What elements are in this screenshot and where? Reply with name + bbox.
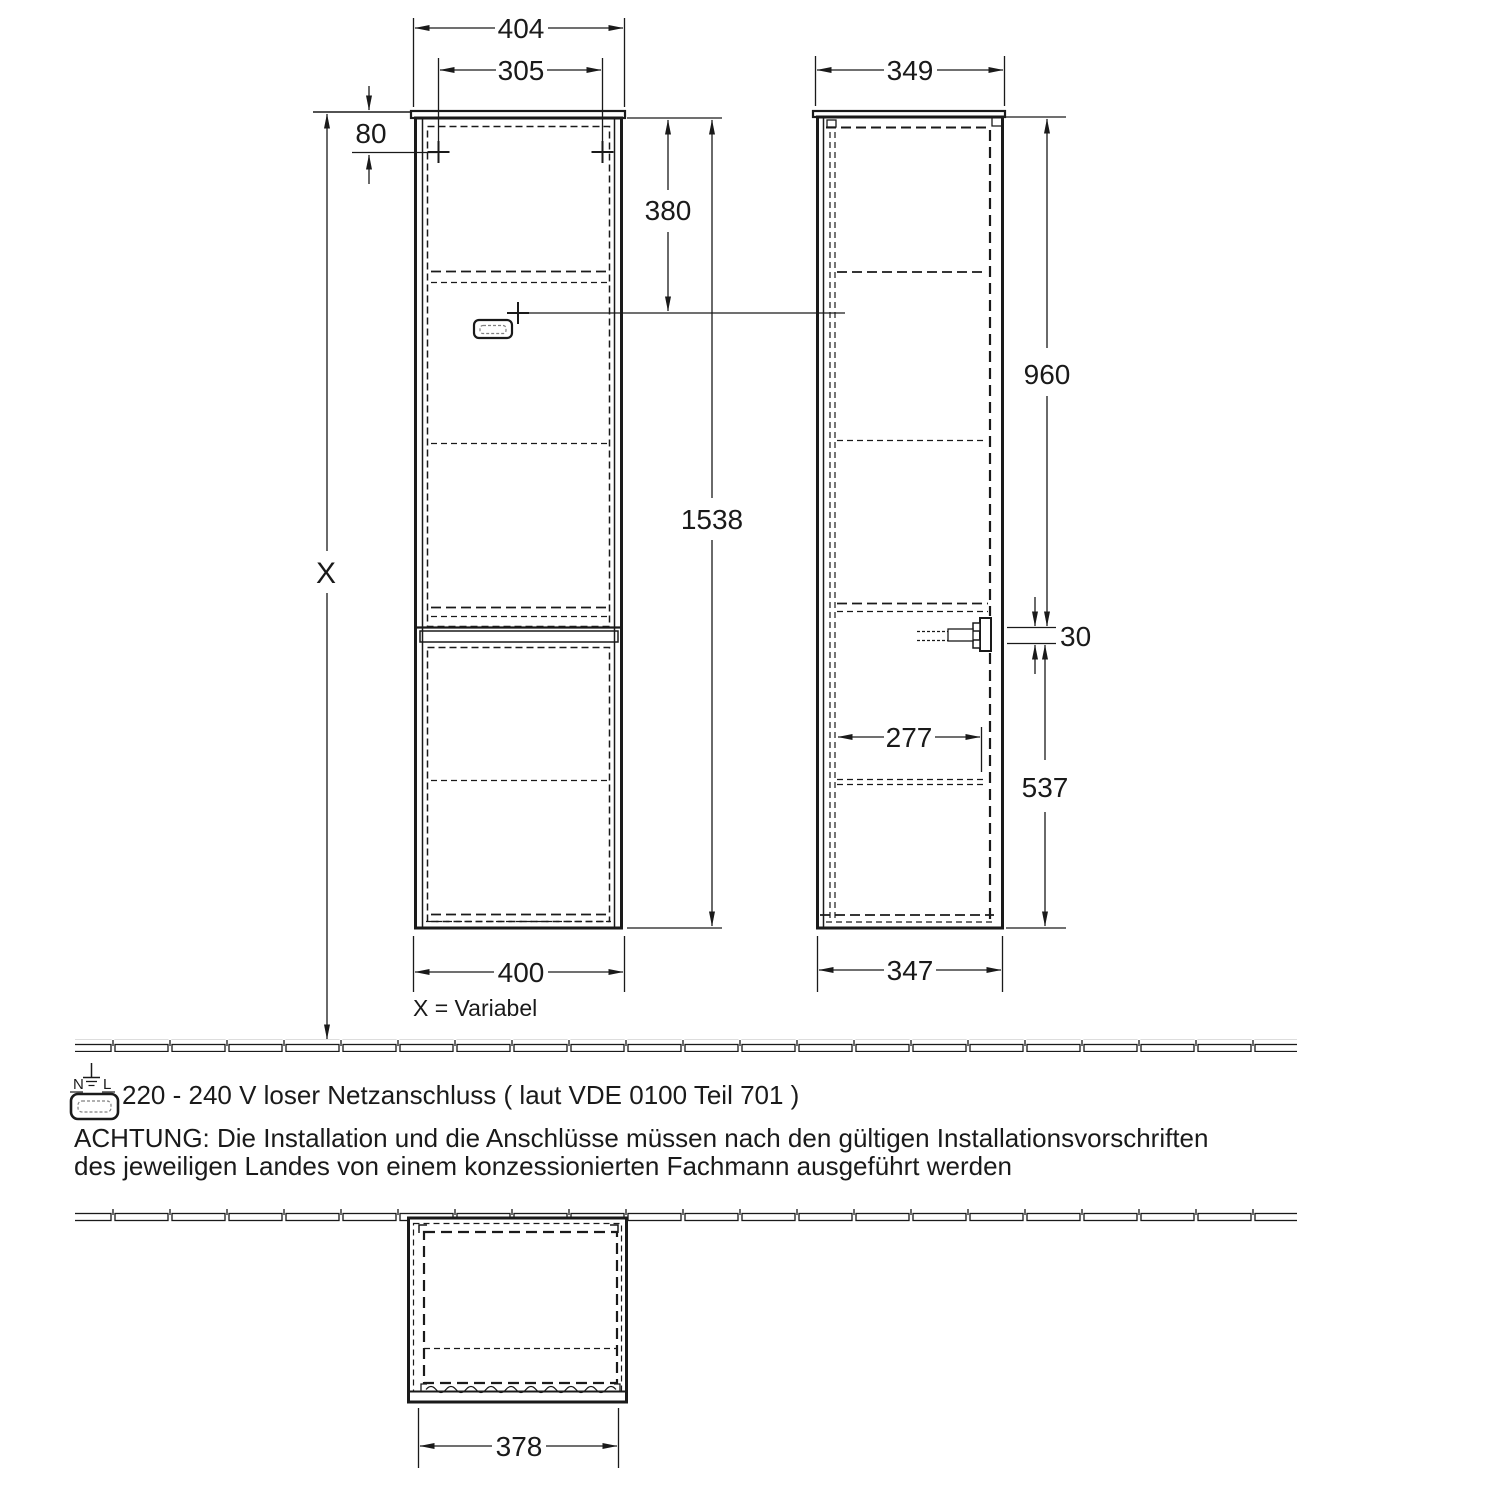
- dim-537: [1006, 645, 1068, 928]
- dim-label-960: 960: [1023, 359, 1071, 390]
- dim-380: [529, 118, 845, 313]
- dim-960: [1006, 117, 1070, 626]
- dim-400: [414, 936, 625, 992]
- warning-text-line2: des jeweiligen Landes von einem konzessionierten Fachmann ausgeführt werden: [74, 1151, 1013, 1181]
- floor-line-upper: [75, 1039, 1297, 1052]
- dim-label-537: 537: [1021, 772, 1069, 803]
- dim-30: [1007, 597, 1091, 674]
- front-view: [313, 111, 625, 928]
- dim-label-1538: 1538: [680, 504, 744, 535]
- dim-label-80: 80: [355, 118, 387, 149]
- side-body-outline: [818, 117, 1003, 928]
- neutral-label: N: [73, 1076, 84, 1093]
- dim-label-400: 400: [497, 957, 545, 988]
- warning-text-line1: ACHTUNG: Die Installation und die Anschlüsse müssen nach den gültigen Installationsvorschriften: [74, 1123, 1209, 1153]
- dim-349: [816, 55, 1005, 106]
- dim-label-277: 277: [885, 722, 933, 753]
- dim-label-378: 378: [495, 1431, 543, 1462]
- front-body-outline: [416, 118, 622, 928]
- dim-1538: [627, 120, 743, 928]
- dim-x-variable: [316, 114, 336, 1039]
- dim-277: [838, 722, 982, 772]
- top-view-outline: [409, 1218, 627, 1402]
- dim-347: [818, 936, 1003, 992]
- dim-label-x: X: [315, 557, 337, 590]
- floor-line-lower: [75, 1209, 1297, 1222]
- dim-label-349: 349: [886, 55, 934, 86]
- hinge-mark: [827, 120, 836, 127]
- variable-note: X = Variabel: [413, 995, 538, 1021]
- dim-label-30: 30: [1060, 621, 1092, 652]
- dim-378: [419, 1408, 619, 1468]
- dim-80: [352, 86, 437, 184]
- front-edge-step: [992, 118, 1001, 126]
- dim-label-380: 380: [644, 195, 692, 226]
- front-upper-door-dashed: [428, 127, 610, 627]
- door-divider-strip: [420, 631, 618, 642]
- front-lower-door-dashed: [428, 648, 610, 922]
- top-view: [409, 1218, 627, 1402]
- dim-label-305: 305: [497, 55, 545, 86]
- handle-profile: [917, 618, 991, 651]
- electrical-connection-symbol: [70, 1063, 118, 1119]
- dim-label-347: 347: [886, 955, 934, 986]
- dim-305: [439, 55, 603, 146]
- power-note: 220 - 240 V loser Netzanschluss ( laut VDE 0100 Teil 701 ): [122, 1080, 800, 1110]
- line-label: L: [103, 1076, 112, 1093]
- dim-label-404: 404: [497, 13, 545, 44]
- side-view: [813, 111, 1005, 928]
- power-socket-symbol: [474, 302, 529, 338]
